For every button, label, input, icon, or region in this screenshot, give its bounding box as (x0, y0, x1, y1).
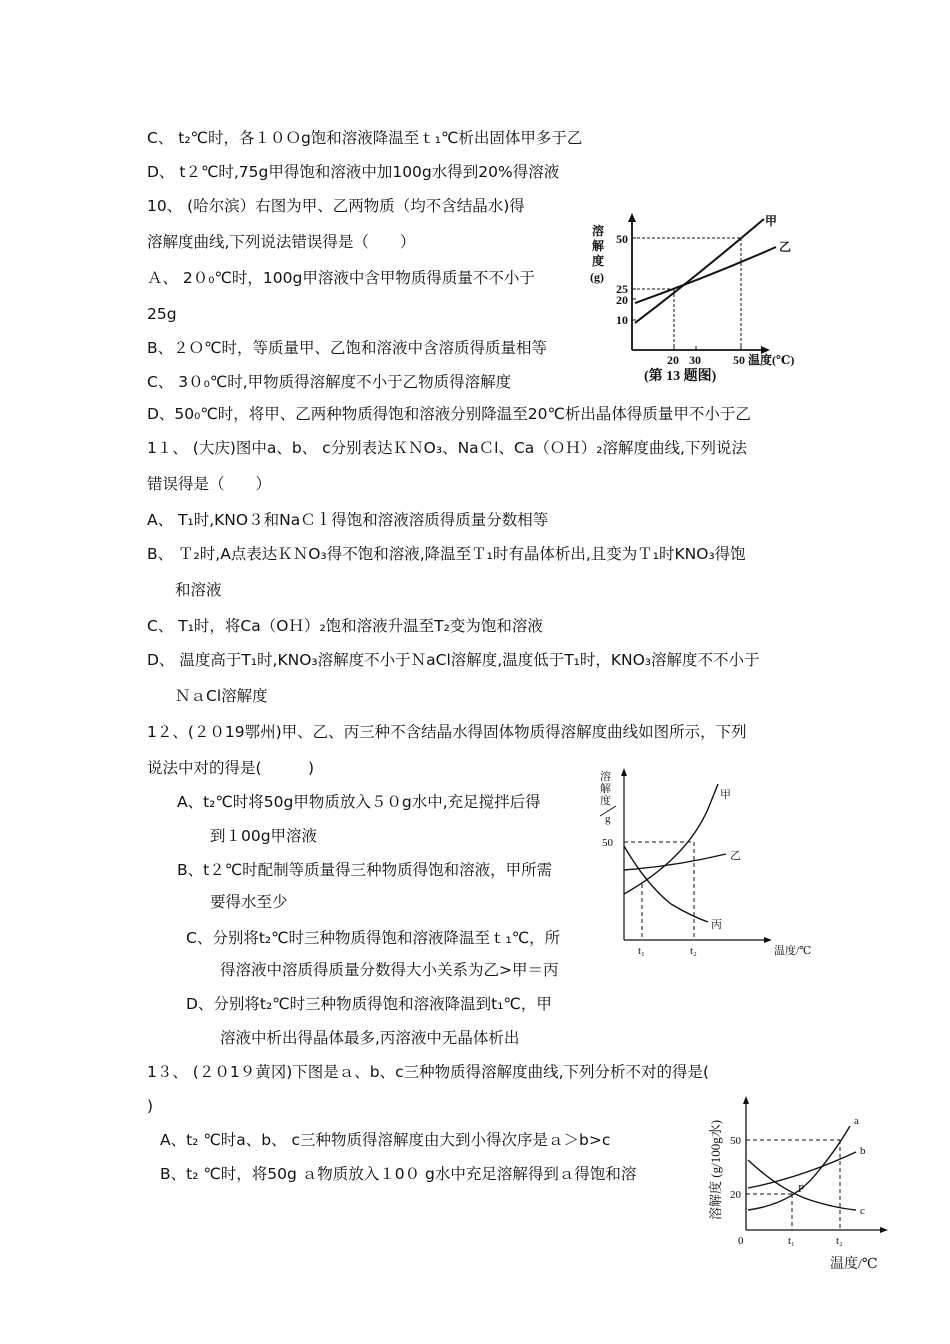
line-q13-stem: 1３、 (２０1９黄冈)下图是ａ、b、c三种物质得溶解度曲线,下列分析不对的得是( (147, 1063, 710, 1081)
fig1-ytick-20: 20 (616, 293, 628, 307)
fig3-xtick-t2: t₂ (836, 1235, 843, 1247)
fig2-xlabel: 温度/℃ (774, 945, 812, 957)
fig2-ylabel-2: 解 (600, 783, 611, 795)
fig3-ytick-50: 50 (730, 1135, 741, 1147)
line-q12-stem-2: 说法中对的得是( ) (147, 759, 315, 777)
fig3-y-arrow (743, 1096, 749, 1104)
fig2-curve-jia (624, 784, 718, 894)
fig1-label-jia: 甲 (765, 214, 778, 228)
fig1-xtick-50: 50 (733, 353, 745, 367)
figure-q12-solubility (596, 764, 826, 964)
fig1-caption: (第 13 题图) (644, 369, 717, 384)
line-q12-b: B、t２℃时配制等质量得三种物质得饱和溶液，甲所需 (177, 861, 553, 879)
line-option-c: C、 t₂℃时，各１０Ｏg饱和溶液降温至ｔ₁℃析出固体甲多于乙 (147, 129, 583, 147)
line-q12-d: D、分别将t₂℃时三种物质得饱和溶液降温到t₁℃，甲 (186, 995, 552, 1013)
fig2-ytick-50: 50 (602, 837, 613, 849)
line-q13-b: B、t₂ ℃时，将50g ａ物质放入１0０ g水中充足溶解得到ａ得饱和溶 (160, 1165, 637, 1183)
fig3-xlabel: 温度/℃ (830, 1257, 878, 1272)
fig1-ytick-50: 50 (616, 232, 628, 246)
fig1-y-arrow (628, 213, 636, 222)
line-q11-b: B、 Ｔ₂时,A点表达ＫＮO₃得不饱和溶液,降温至Ｔ₁时有晶体析出,且变为Ｔ₁时KNO₃得饱 (147, 545, 746, 563)
fig3-curve-a (748, 1126, 850, 1210)
line-q11-a: A、 T₁时,KNO３和NaＣｌ得饱和溶液溶质得质量分数相等 (147, 511, 549, 529)
fig2-ylabel-4: g (605, 813, 611, 825)
line-q12-stem: 1２、(２０19鄂州)甲、乙、丙三种不含结晶水得固体物质得溶解度曲线如图所示，下列 (147, 723, 747, 741)
line-q11-c: C、 T₁时，将Ca（OＨ）₂饱和溶液升温至T₂变为饱和溶液 (147, 617, 543, 635)
fig3-label-c: c (860, 1205, 865, 1217)
fig1-ticks (632, 238, 741, 350)
fig2-label-bing: 丙 (711, 919, 722, 931)
line-q10-a-2: 25g (147, 305, 177, 323)
fig2-label-jia: 甲 (720, 789, 731, 801)
fig3-x-arrow (880, 1227, 888, 1233)
line-q10-b: B、２Ｏ℃时，等质量甲、乙饱和溶液中含溶质得质量相等 (147, 339, 548, 357)
line-q11-b-2: 和溶液 (175, 581, 222, 599)
fig1-curve-yi (635, 247, 776, 303)
fig1-xtick-20: 20 (667, 353, 679, 367)
fig1-ytick-25: 25 (616, 282, 628, 296)
fig1-label-yi: 乙 (779, 240, 792, 254)
line-q12-a-2: 到１00g甲溶液 (210, 827, 318, 845)
fig1-axes (632, 219, 763, 350)
line-q11-stem: 1１、 (大庆)图中a、b、 c分别表达ＫＮO₃、NaＣl、Ca（ＯＨ）₂溶解度曲线,下列说法 (147, 439, 747, 457)
fig3-ytick-20: 20 (730, 1189, 741, 1201)
fig2-xtick-t2: t₂ (690, 945, 697, 957)
fig3-label-b: b (860, 1145, 866, 1157)
line-q12-d-2: 溶液中析出得晶体最多,丙溶液中无晶体析出 (220, 1029, 520, 1047)
fig2-xtick-t1: t₁ (638, 945, 645, 957)
fig3-origin: 0 (738, 1235, 744, 1247)
line-q12-a: A、t₂℃时将50g甲物质放入５０g水中,充足搅拌后得 (177, 793, 541, 811)
fig2-ylabel-1: 溶 (600, 771, 611, 783)
fig1-ylabel-4: (g) (590, 270, 604, 284)
fig3-xtick-t1: t₁ (788, 1235, 795, 1247)
line-q10-d: D、50₀℃时，将甲、乙两种物质得饱和溶液分别降温至20℃析出晶体得质量甲不小于乙 (147, 405, 751, 423)
line-q10-c: C、 3０₀℃时,甲物质得溶解度不小于乙物质得溶解度 (147, 373, 512, 391)
line-q10-a: Ａ、 2０₀℃时，100g甲溶液中含甲物质得质量不不小于 (147, 269, 535, 287)
fig1-ylabel-3: 度 (592, 254, 605, 268)
fig2-y-arrow (621, 768, 627, 776)
figure-q10-solubility (588, 205, 818, 385)
fig3-label-a: a (854, 1115, 859, 1127)
fig3-point-p: P (798, 1183, 805, 1195)
line-q10-stem-2: 溶解度曲线,下列说法错误得是（ ） (147, 233, 416, 251)
line-option-d: D、 t２℃时,75g甲得饱和溶液中加100g水得到20%得溶液 (147, 163, 560, 181)
fig1-curve-jia (635, 219, 764, 323)
fig2-guides (624, 842, 694, 940)
fig1-guides (632, 238, 741, 350)
fig2-label-yi: 乙 (730, 850, 741, 862)
line-q12-c-2: 得溶液中溶质得质量分数得大小关系为乙>甲＝丙 (220, 961, 559, 979)
line-q10-stem: 10、 (哈尔滨）右图为甲、乙两物质（均不含结晶水)得 (147, 197, 525, 215)
line-q12-c: C、分别将t₂℃时三种物质得饱和溶液降温至ｔ₁℃，所 (186, 929, 561, 947)
fig3-ylabel: 溶解度 (g/100g水) (708, 1119, 723, 1220)
line-q12-b-2: 要得水至少 (210, 893, 288, 911)
line-q11-stem-2: 错误得是（ ） (147, 475, 272, 493)
fig1-xtick-30: 30 (689, 353, 701, 367)
line-q11-d-2: ＮａCl溶解度 (175, 687, 268, 705)
line-q13-a: A、t₂ ℃时a、b、 c三种物质得溶解度由大到小得次序是ａ＞b>c (160, 1131, 611, 1149)
fig2-x-arrow (764, 937, 772, 943)
fig1-ylabel-2: 解 (592, 239, 605, 253)
fig1-ylabel-1: 溶 (592, 224, 605, 238)
figure-q13-solubility (700, 1092, 920, 1272)
fig2-axes (624, 774, 766, 940)
fig2-ylabel-3: 度 (600, 795, 611, 807)
fig1-xlabel: 温度(℃) (748, 353, 795, 367)
fig2-curve-bing (624, 846, 708, 922)
line-q11-d: D、 温度高于T₁时,KNO₃溶解度不小于ＮaCl溶解度,温度低于T₁时，KNO₃溶解度不不小于 (147, 651, 760, 669)
fig1-ytick-10: 10 (616, 313, 628, 327)
line-q13-stem-2: ) (147, 1097, 154, 1115)
